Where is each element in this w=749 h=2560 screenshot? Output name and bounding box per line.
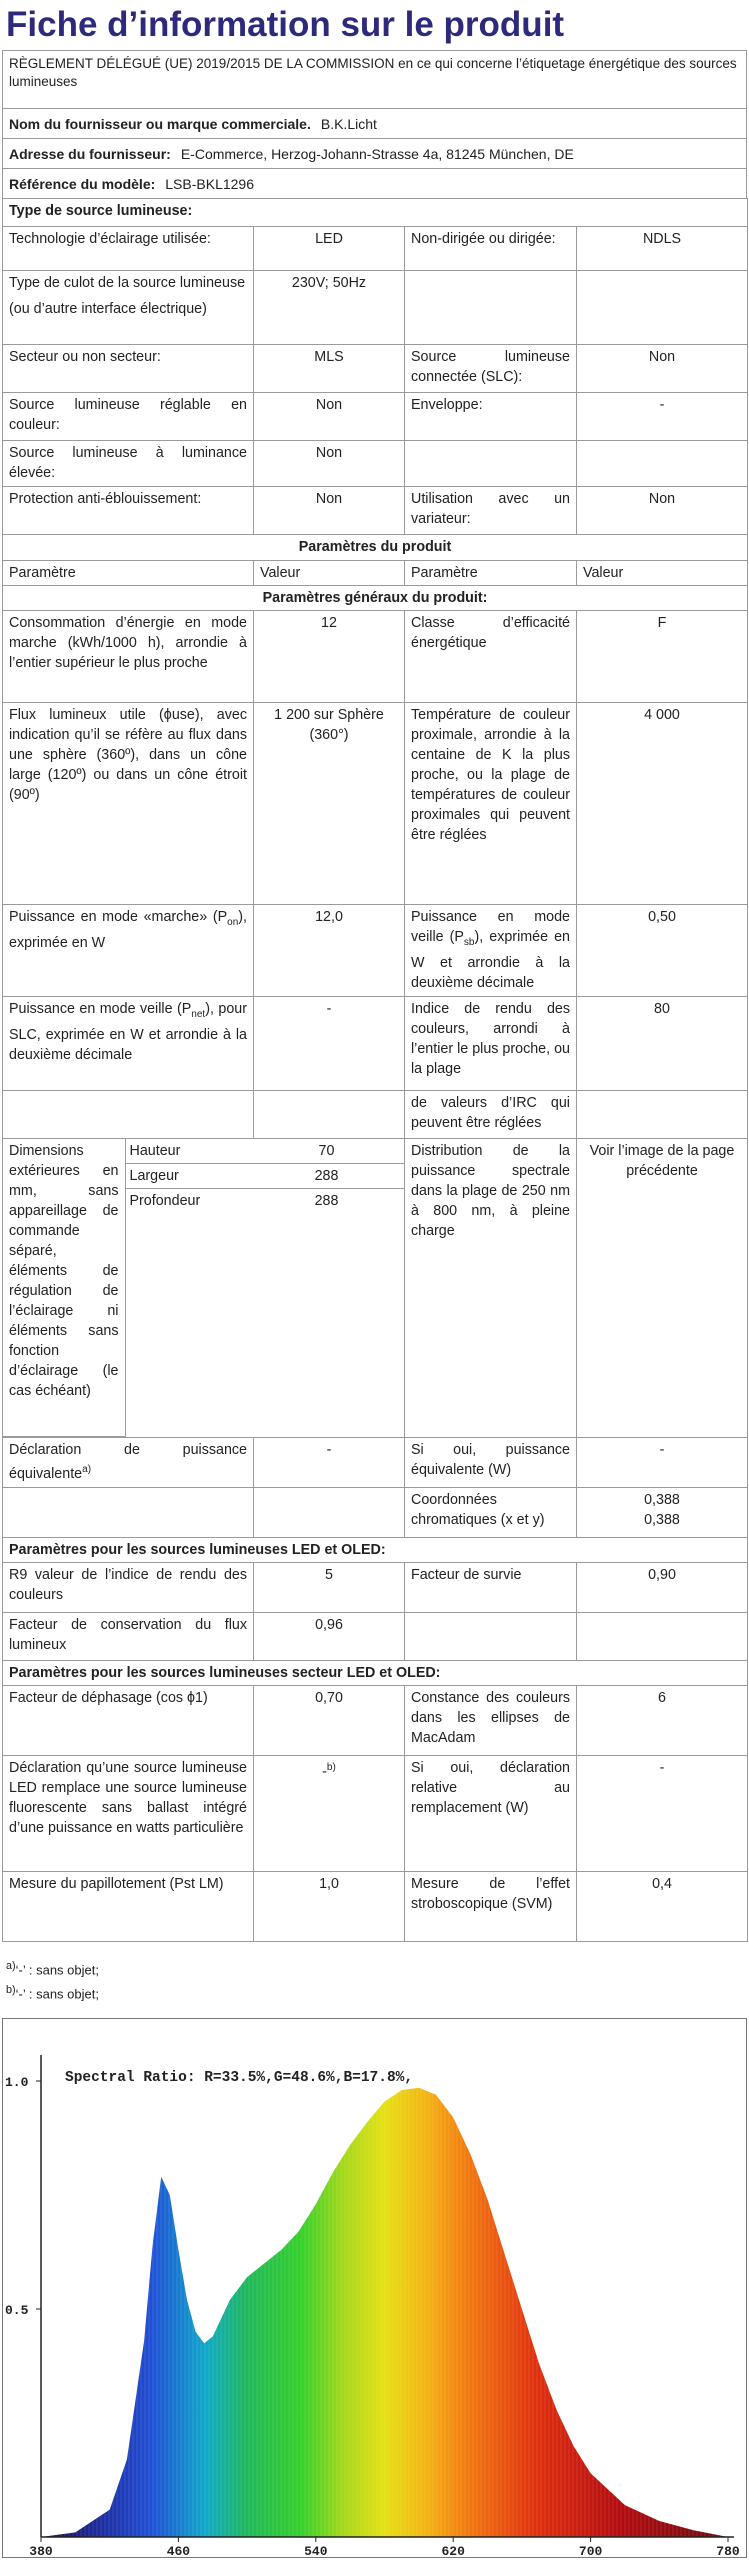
chromaticity-x: 0,388 [644, 1492, 680, 1508]
antiglare-label: Protection anti-éblouissement: [3, 487, 254, 535]
tech-label: Technologie d’éclairage utilisée: [3, 227, 254, 271]
cri-label: Indice de rendu des couleurs, arrondi à l’entier le plus proche, ou la plage [405, 997, 577, 1091]
model-label: Référence du modèle: [9, 175, 156, 192]
on-power-value: 12,0 [254, 905, 405, 997]
flicker-label: Mesure du papillotement (Pst LM) [3, 1872, 254, 1942]
col-header-value: Valeur [254, 561, 405, 586]
on-power-label [3, 905, 254, 997]
standby-power-label [405, 905, 577, 997]
height-label: Hauteur [125, 1139, 249, 1164]
lumen-maintenance-value: 0,96 [254, 1613, 405, 1661]
empty-cell [405, 271, 577, 345]
empty-cell [3, 1488, 254, 1538]
power-factor-label: Facteur de déphasage (cos ϕ1) [3, 1686, 254, 1756]
empty-cell [577, 1613, 748, 1661]
empty-cell [254, 1488, 405, 1538]
spd-value: Voir l’image de la page précédente [577, 1139, 748, 1438]
efficiency-class-value: F [577, 611, 748, 703]
x-tick-label: 460 [166, 2544, 191, 2557]
standby-power-value: 0,50 [577, 905, 748, 997]
flux-label: Flux lumineux utile (ϕuse), avec indication qu’il se réfère au flux dans une sphère (360º), dans un cône large (120º) ou dans un cône étroit (90º) [3, 703, 254, 905]
nondirected-value: NDLS [577, 227, 748, 271]
tech-value: LED [254, 227, 405, 271]
x-tick-label: 540 [304, 2544, 328, 2557]
connected-value: Non [577, 345, 748, 393]
nondirected-label: Non-dirigée ou dirigée: [405, 227, 577, 271]
chromaticity-label: Coordonnées chromatiques (x et y) [405, 1488, 577, 1538]
height-value: 70 [249, 1139, 404, 1164]
lumen-maintenance-label: Facteur de conservation du flux lumineux [3, 1613, 254, 1661]
spectrum-svg [3, 2019, 746, 2557]
macadam-value: 6 [577, 1686, 748, 1756]
high-luminance-value: Non [254, 441, 405, 487]
r9-label: R9 valeur de l’indice de rendu des couleurs [3, 1563, 254, 1613]
col-header-param: Paramètre [405, 561, 577, 586]
dimensions-label: Dimensions extérieures en mm, sans appareillage de commande séparé, éléments de régulation de l’éclairage ni éléments sans fonction d’éclairage (le cas échéant) [3, 1139, 125, 1437]
empty-cell [577, 1091, 748, 1139]
equivalent-watt-value: - [577, 1438, 748, 1488]
depth-value: 288 [314, 1193, 339, 1209]
chart-title: Spectral Ratio: R=33.5%,G=48.6%,B=17.8%, [65, 2070, 414, 2086]
empty-cell [125, 1213, 249, 1437]
standby-power-sub: sb [463, 936, 475, 948]
stroboscopic-label: Mesure de l’effet stroboscopique (SVM) [405, 1872, 577, 1942]
cap-value: 230V; 50Hz [254, 271, 405, 345]
equivalent-watt-label: Si oui, puissance équivalente (W) [405, 1438, 577, 1488]
empty-cell [249, 1213, 404, 1437]
antiglare-value: Non [254, 487, 405, 535]
model-value: LSB-BKL1296 [165, 175, 254, 192]
efficiency-class-label: Classe d’efficacité énergétique [405, 611, 577, 703]
model-row [2, 168, 747, 198]
envelope-value: - [577, 393, 748, 441]
high-luminance-label: Source lumineuse à luminance élevée: [3, 441, 254, 487]
source-type-heading: Type de source lumineuse: [3, 199, 748, 227]
col-header-param: Paramètre [3, 561, 254, 586]
energy-label: Consommation d’énergie en mode marche (kWh/1000 h), arrondie à l’entier supérieur le plus proche [3, 611, 254, 703]
empty-cell [405, 1613, 577, 1661]
dimmable-label: Utilisation avec un variateur: [405, 487, 577, 535]
replacement-watt-label: Si oui, déclaration relative au remplacement (W) [405, 1756, 577, 1872]
chromaticity-y: 0,388 [644, 1512, 680, 1528]
replacement-value [254, 1756, 405, 1872]
supplier-name-value: B.K.Licht [320, 115, 377, 132]
general-params-heading: Paramètres généraux du produit: [3, 586, 748, 611]
dimmable-value: Non [577, 487, 748, 535]
page-title: Fiche d’information sur le produit [6, 5, 565, 44]
x-tick-label: 700 [578, 2544, 603, 2557]
dimensions-inner [3, 1139, 404, 1437]
x-tick-label: 780 [716, 2544, 740, 2557]
networked-standby-value: - [254, 997, 405, 1091]
on-power-sub: on [227, 916, 239, 928]
replacement-watt-value: - [577, 1756, 748, 1872]
cct-label: Température de couleur proximale, arrondie à la centaine de K la plus proche, ou la plage de températures de couleur proximales qui peuvent être réglées [405, 703, 577, 905]
footnote-b-mark: b) [6, 1984, 16, 1996]
footnote-b-text: ‘-’ : sans objet; [15, 1986, 99, 2002]
empty-cell [3, 1091, 254, 1139]
survival-value: 0,90 [577, 1563, 748, 1613]
regulation-box: RÈGLEMENT DÉLÉGUÉ (UE) 2019/2015 DE LA COMMISSION en ce qui concerne l’étiquetage énergétique des sources lumineuses [2, 50, 747, 108]
colour-tunable-value: Non [254, 393, 405, 441]
mains-value: MLS [254, 345, 405, 393]
supplier-address-row [2, 138, 747, 168]
spd-label: Distribution de la puissance spectrale dans la plage de 250 nm à 800 nm, à pleine charge [405, 1139, 577, 1438]
on-power-label-b: ), exprimée en W [9, 909, 247, 951]
on-power-label-a: Puissance en mode «marche» (P [9, 909, 228, 925]
cap-label-2: (ou d’autre interface électrique) [9, 301, 207, 317]
stroboscopic-value: 0,4 [577, 1872, 748, 1942]
macadam-label: Constance des couleurs dans les ellipses de MacAdam [405, 1686, 577, 1756]
empty-cell [254, 1091, 405, 1139]
spectrum-chart [2, 2018, 747, 2558]
supplier-address-value: E-Commerce, Herzog-Johann-Strasse 4a, 81245 München, DE [180, 145, 574, 162]
empty-cell [405, 441, 577, 487]
networked-standby-label-b: ), pour SLC, exprimée en W et arrondie à la deuxième décimale [9, 1001, 247, 1063]
dimensions-cell [3, 1139, 405, 1438]
replacement-value-text: - [322, 1763, 327, 1780]
equivalent-power-label-text: Déclaration de puissance équivalente [9, 1442, 247, 1482]
networked-standby-sub: net [191, 1008, 206, 1020]
footnote-a [6, 1960, 99, 1977]
r9-value: 5 [254, 1563, 405, 1613]
power-factor-value: 0,70 [254, 1686, 405, 1756]
flicker-value: 1,0 [254, 1872, 405, 1942]
cri-value: 80 [577, 997, 748, 1091]
empty-cell [577, 441, 748, 487]
params-heading: Paramètres du produit [3, 535, 748, 561]
footnote-a-mark: a) [6, 1960, 16, 1972]
x-tick-label: 380 [29, 2544, 53, 2557]
equivalent-power-label [3, 1438, 254, 1488]
led-params-heading: Paramètres pour les sources lumineuses LED et OLED: [3, 1538, 748, 1563]
colour-tunable-label: Source lumineuse réglable en couleur: [3, 393, 254, 441]
connected-label: Source lumineuse connectée (SLC): [405, 345, 577, 393]
x-tick-label: 620 [441, 2544, 465, 2557]
cap-label: Type de culot de la source lumineuse [9, 275, 246, 291]
depth-label: Profondeur [129, 1193, 201, 1209]
envelope-label: Enveloppe: [405, 393, 577, 441]
product-info-table [2, 198, 748, 1942]
equivalent-power-sup: a) [82, 1464, 92, 1475]
footnote-b [6, 1984, 99, 2001]
supplier-name-row [2, 108, 747, 138]
supplier-name-label: Nom du fournisseur ou marque commerciale. [9, 115, 311, 132]
replacement-sup: b) [326, 1762, 336, 1773]
networked-standby-label [3, 997, 254, 1091]
cap-label-cell [3, 271, 254, 345]
supplier-address-label: Adresse du fournisseur: [9, 145, 171, 162]
y-tick-label: 0.5 [5, 2303, 29, 2318]
mains-params-heading: Paramètres pour les sources lumineuses secteur LED et OLED: [3, 1661, 748, 1686]
standby-power-label-a: Puissance en mode veille (P [411, 909, 570, 945]
equivalent-power-value: - [254, 1438, 405, 1488]
cri-label-2: de valeurs d’IRC qui peuvent être réglées [405, 1091, 577, 1139]
width-label: Largeur [125, 1164, 249, 1189]
flux-value: 1 200 sur Sphère (360°) [254, 703, 405, 905]
col-header-value: Valeur [577, 561, 748, 586]
survival-label: Facteur de survie [405, 1563, 577, 1613]
replacement-label: Déclaration qu’une source lumineuse LED remplace une source lumineuse fluorescente sans ballast intégré d’une puissance en watts particulière [3, 1756, 254, 1872]
cct-value: 4 000 [577, 703, 748, 905]
energy-value: 12 [254, 611, 405, 703]
y-tick-label: 1.0 [5, 2075, 29, 2090]
mains-label: Secteur ou non secteur: [3, 345, 254, 393]
empty-cell [577, 271, 748, 345]
standby-power-label-b: ), exprimée en W et arrondie à la deuxième décimale [411, 929, 570, 991]
networked-standby-label-a: Puissance en mode veille (P [9, 1001, 192, 1017]
footnote-a-text: ‘-’ : sans objet; [15, 1962, 99, 1978]
chromaticity-value [577, 1488, 748, 1538]
width-value: 288 [249, 1164, 404, 1189]
